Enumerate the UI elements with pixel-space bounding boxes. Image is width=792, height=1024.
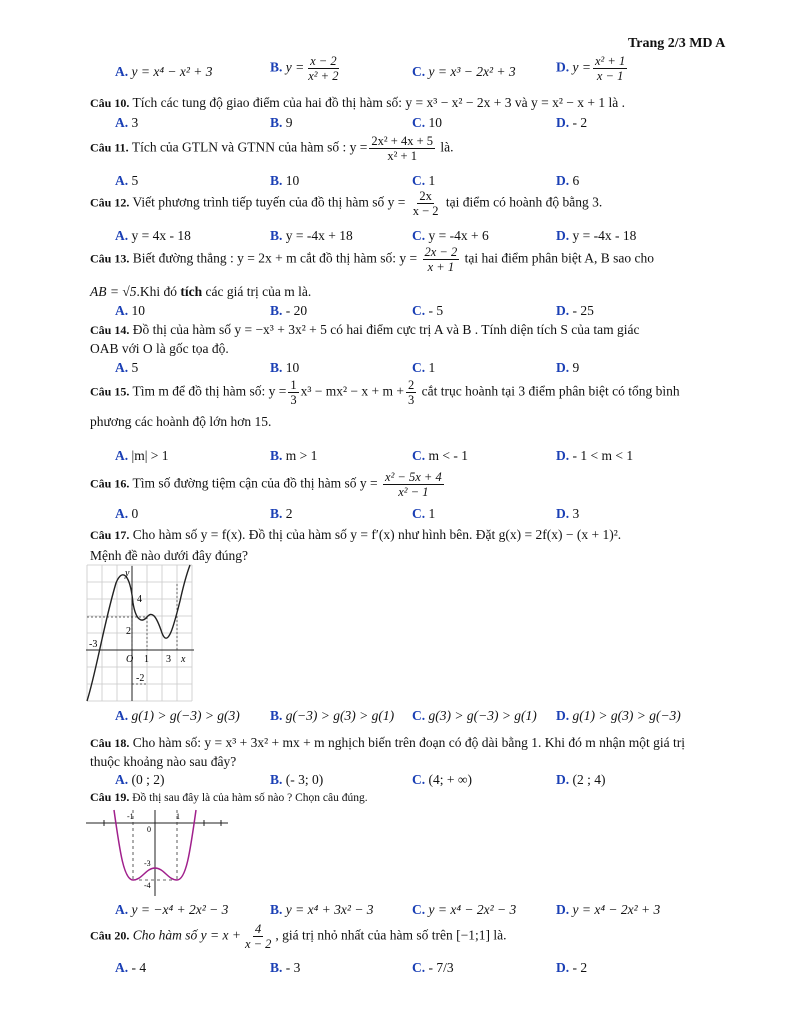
page-header: Trang 2/3 MD A [628, 36, 726, 51]
q15-question: Câu 15. Tìm m để đồ thị hàm số: y = $\frac{1}{3}$ x³ − mx² − x + m + $\frac{2}{3}$ cắt trục hoành tại 3 điểm phân biệt có tổng bình [90, 378, 680, 407]
q19-label-neg3: -3 [144, 859, 151, 868]
q20-option-b: B. - 3 [270, 960, 301, 975]
q18-option-a: A. (0 ; 2) [115, 772, 165, 787]
q17-label-4: 4 [137, 594, 142, 605]
q12-option-a: A. y = 4x - 18 [115, 228, 191, 243]
q17-label-origin: O [126, 654, 134, 665]
q19-option-c: C. y = x⁴ − 2x² − 3 [412, 902, 517, 917]
q11-option-d: D. 6 [556, 173, 580, 188]
q17-label-neg2: -2 [136, 673, 145, 684]
q12-option-d: D. y = -4x - 18 [556, 228, 637, 243]
q17-label-y: y [125, 568, 130, 579]
q19-label-1: 1 [176, 812, 180, 821]
q13-question: Câu 13. Biết đường thẳng : y = 2x + m cắt đồ thị hàm số: y = $\frac{2x - 2}{x + 1}$ tại hai điểm phân biệt A, B sao cho [90, 245, 654, 274]
q13-option-d: D. - 25 [556, 303, 594, 318]
q17-option-c: C. g(3) > g(−3) > g(1) [412, 708, 537, 723]
q19-option-d: D. y = x⁴ − 2x² + 3 [556, 902, 661, 917]
q14-option-a: A. 5 [115, 360, 139, 375]
q17-graph [86, 563, 198, 708]
q9-option-d: D. y = $\frac{\text{x² + 1}}{x - 1}$ [556, 54, 626, 83]
q14-option-d: D. 9 [556, 360, 580, 375]
q16-option-b: B. 2 [270, 506, 293, 521]
q18-option-c: C. (4; + ∞) [412, 772, 472, 787]
q12-question: Câu 12. Viết phương trình tiếp tuyến của đồ thị hàm số y = $\frac{2x}{x - 2}$ tại điểm có hoành độ bằng 3. [90, 189, 603, 218]
q11-option-c: C. 1 [412, 173, 436, 188]
q12-option-b: B. y = -4x + 18 [270, 228, 353, 243]
q19-label-neg1: -1 [127, 812, 134, 821]
q20-option-a: A. - 4 [115, 960, 147, 975]
q17-label-neg3: -3 [89, 639, 98, 650]
q11-question: Câu 11. Tích của GTLN và GTNN của hàm số : y = $\frac{\text{2x² + 4x + 5}}{\text{x² + 1}}$ là. [90, 134, 454, 163]
q19-question: Câu 19. Đồ thị sau đây là của hàm số nào ? Chọn câu đúng. [90, 790, 368, 804]
q13-option-a: A. 10 [115, 303, 145, 318]
q16-option-d: D. 3 [556, 506, 580, 521]
q17-label-3: 3 [166, 654, 171, 665]
q17-label-2: 2 [126, 626, 131, 637]
q9-option-a: A. y = x⁴ − x² + 3 [115, 64, 213, 79]
q9-option-b: B. y = $\frac{x - 2}{\text{x² + 2}}$ [270, 54, 339, 83]
q18-question-line2: thuộc khoảng nào sau đây? [90, 754, 237, 769]
q10-question: Câu 10. Tích các tung độ giao điểm của hai đồ thị hàm số: y = x³ − x² − 2x + 3 và y = x² − x + 1 là . [90, 95, 625, 110]
q14-question: Câu 14. Đồ thị của hàm số y = −x³ + 3x² + 5 có hai điểm cực trị A và B . Tính diện tích S của tam giác [90, 322, 640, 337]
q14-option-b: B. 10 [270, 360, 300, 375]
q14-question-line2: OAB với O là gốc tọa độ. [90, 341, 229, 356]
q15-question-line2: phương các hoành độ lớn hơn 15. [90, 414, 272, 429]
q15-option-d: D. - 1 < m < 1 [556, 448, 634, 463]
q15-option-c: C. m < - 1 [412, 448, 468, 463]
q12-option-c: C. y = -4x + 6 [412, 228, 489, 243]
q18-option-d: D. (2 ; 4) [556, 772, 606, 787]
q10-option-b: B. 9 [270, 115, 293, 130]
q17-question: Câu 17. Cho hàm số y = f(x). Đồ thị của hàm số y = f′(x) như hình bên. Đặt g(x) = 2f(x) − (x + 1)². [90, 527, 622, 542]
q14-option-c: C. 1 [412, 360, 436, 375]
q19-label-neg4: -4 [144, 881, 151, 890]
q20-question: Câu 20. Cho hàm số y = x + $\frac{4}{x - 2}$ , giá trị nhỏ nhất của hàm số trên [−1;1] là. [90, 922, 507, 951]
q10-option-c: C. 10 [412, 115, 442, 130]
q16-option-a: A. 0 [115, 506, 139, 521]
q20-option-d: D. - 2 [556, 960, 588, 975]
q15-option-a: A. |m| > 1 [115, 448, 169, 463]
q17-option-b: B. g(−3) > g(3) > g(1) [270, 708, 395, 723]
q16-question: Câu 16. Tìm số đường tiệm cận của đồ thị hàm số y = $\frac{\text{x² − 5x + 4}}{\text{x² − 1}}$ [90, 470, 442, 499]
q17-option-a: A. g(1) > g(−3) > g(3) [115, 708, 240, 723]
q13-option-c: C. - 5 [412, 303, 444, 318]
q18-question: Câu 18. Cho hàm số: y = x³ + 3x² + mx + m nghịch biến trên đoạn có độ dài bằng 1. Khi đó m nhận một giá trị [90, 735, 685, 750]
q15-option-b: B. m > 1 [270, 448, 318, 463]
q13-option-b: B. - 20 [270, 303, 308, 318]
q19-option-a: A. y = −x⁴ + 2x² − 3 [115, 902, 229, 917]
q11-option-a: A. 5 [115, 173, 139, 188]
q18-option-b: B. (- 3; 0) [270, 772, 324, 787]
q19-label-origin: 0 [147, 825, 151, 834]
q11-option-b: B. 10 [270, 173, 300, 188]
q17-label-x: x [181, 654, 186, 665]
q17-question-line2: Mệnh đề nào dưới đây đúng? [90, 548, 249, 563]
q17-option-d: D. g(1) > g(3) > g(−3) [556, 708, 681, 723]
q10-option-d: D. - 2 [556, 115, 588, 130]
q19-graph [86, 808, 231, 903]
q13-question-line2: AB = √5.Khi đó tích các giá trị của m là. [90, 284, 312, 299]
q19-option-b: B. y = x⁴ + 3x² − 3 [270, 902, 374, 917]
q16-option-c: C. 1 [412, 506, 436, 521]
q9-option-c: C. y = x³ − 2x² + 3 [412, 64, 516, 79]
q20-option-c: C. - 7/3 [412, 960, 454, 975]
q17-label-1: 1 [144, 654, 149, 665]
q10-option-a: A. 3 [115, 115, 139, 130]
